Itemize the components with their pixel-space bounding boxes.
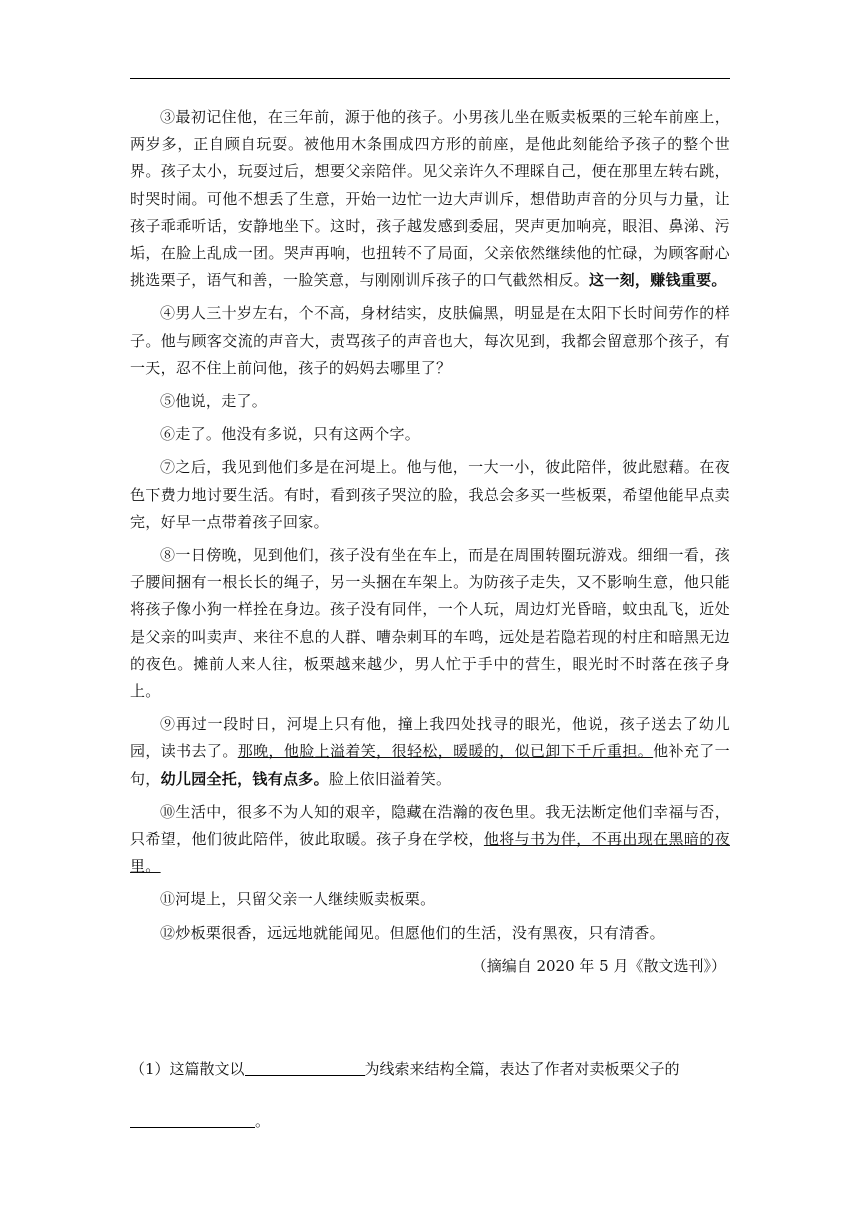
- paragraph-segment: ⑪河堤上，只留父亲一人继续贩卖板栗。: [160, 890, 436, 909]
- paragraph-segment: 他补充了一句，: [130, 742, 730, 788]
- question-text-middle: 为线索来结构全篇，表达了作者对卖板栗父子的: [364, 1060, 680, 1078]
- paragraph-11: [130, 886, 730, 913]
- paragraph-segment: ⑧一日傍晚，见到他们，孩子没有坐在车上，而是在周围转圈玩游戏。细细一看，孩子腰间捆有一根长长的绳子，另一头捆在车架上。为防孩子走失，又不影响生意，他只能将孩子像小狗一样拴在身边。孩子没有同伴，一个人玩，周边灯光昏暗，蚊虫乱飞，近处是父亲的叫卖声、来往不息的人群、嘈杂刺耳的车鸣，远处是若隐若现的村庄和暗黑无边的夜色。摊前人来人往，板栗越来越少，男人忙于手中的营生，眼光时不时落在孩子身上。: [130, 546, 730, 701]
- question-text-end: 。: [255, 1112, 271, 1130]
- paragraph-segment: 脸上依旧溢着笑。: [328, 769, 452, 788]
- paragraph-9: [130, 711, 730, 793]
- paragraph-segment: 那晚，他脸上溢着笑，很轻松，暖暖的，似已卸下千斤重担。: [237, 742, 654, 761]
- paragraph-8: [130, 542, 730, 705]
- paragraph-segment: ③最初记住他，在三年前，源于他的孩子。小男孩儿坐在贩卖板栗的三轮车前座上，两岁多，正自顾自玩耍。被他用木条围成四方形的前座，是他此刻能给予孩子的整个世界。孩子太小，玩耍过后，想要父亲陪伴。见父亲许久不理睬自己，便在那里左转右跳，时哭时闹。可他不想丢了生意，开始一边忙一边大声训斥，想借助声音的分贝与力量，让孩子乖乖听话，安静地坐下。这时，孩子越发感到委屈，哭声更加响亮，眼泪、鼻涕、污垢，在脸上乱成一团。哭声再响，也扭转不了局面，父亲依然继续他的忙碌，为顾客耐心挑选栗子，语气和善，一脸笑意，与刚刚训斥孩子的口气截然相反。: [130, 108, 730, 290]
- paragraph-segment: 幼儿园全托，钱有点多。: [160, 769, 329, 788]
- paragraph-3: [130, 104, 730, 294]
- paragraph-6: [130, 421, 730, 448]
- paragraph-segment: 这一刻，赚钱重要。: [589, 271, 727, 290]
- paragraph-segment: ⑥走了。他没有多说，只有这两个字。: [160, 425, 421, 444]
- paragraph-segment: ⑤他说，走了。: [160, 392, 268, 411]
- answer-blank-feeling[interactable]: [130, 1111, 255, 1128]
- paragraph-segment: ⑨再过一段时日，河堤上只有他，撞上我四处找寻的眼光，他说，孩子送去了幼儿园，读书去了。: [130, 715, 730, 761]
- paragraph-segment: ⑦之后，我见到他们多是在河堤上。他与他，一大一小，彼此陪伴，彼此慰藉。在夜色下费力地讨要生活。有时，看到孩子哭泣的脸，我总会多买一些板栗，希望他能早点卖完，好早一点带着孩子回家。: [130, 458, 730, 531]
- article-body: [130, 104, 730, 980]
- source-citation: （摘编自 2020 年 5 月《散文选刊》）: [471, 956, 726, 975]
- paragraph-segment: ④男人三十岁左右，个不高，身材结实，皮肤偏黑，明显是在太阳下长时间劳作的样子。他与顾客交流的声音大，责骂孩子的声音也大，每次见到，我都会留意那个孩子，有一天，忍不住上前问他，孩子的妈妈去哪里了？: [130, 304, 730, 377]
- question-text-start: （1）这篇散文以: [130, 1060, 245, 1078]
- paragraph-10: [130, 799, 730, 881]
- paragraph-7: [130, 454, 730, 536]
- header-rule: [130, 78, 730, 79]
- question-1: [130, 1054, 730, 1136]
- paragraph-4: [130, 300, 730, 382]
- paragraph-5: [130, 388, 730, 415]
- answer-blank-clue[interactable]: [245, 1059, 365, 1076]
- paragraph-12: [130, 920, 730, 947]
- paragraph-segment: ⑫炒板栗很香，远远地就能闻见。但愿他们的生活，没有黑夜，只有清香。: [160, 923, 665, 942]
- paragraph-segment: ⑩生活中，很多不为人知的艰辛，隐藏在浩瀚的夜色里。我无法断定他们幸福与否，只希望，他们彼此陪伴，彼此取暖。孩子身在学校，: [130, 802, 730, 849]
- paragraph-segment: 他将与书为伴，不再出现在黑暗的夜里。: [130, 830, 730, 876]
